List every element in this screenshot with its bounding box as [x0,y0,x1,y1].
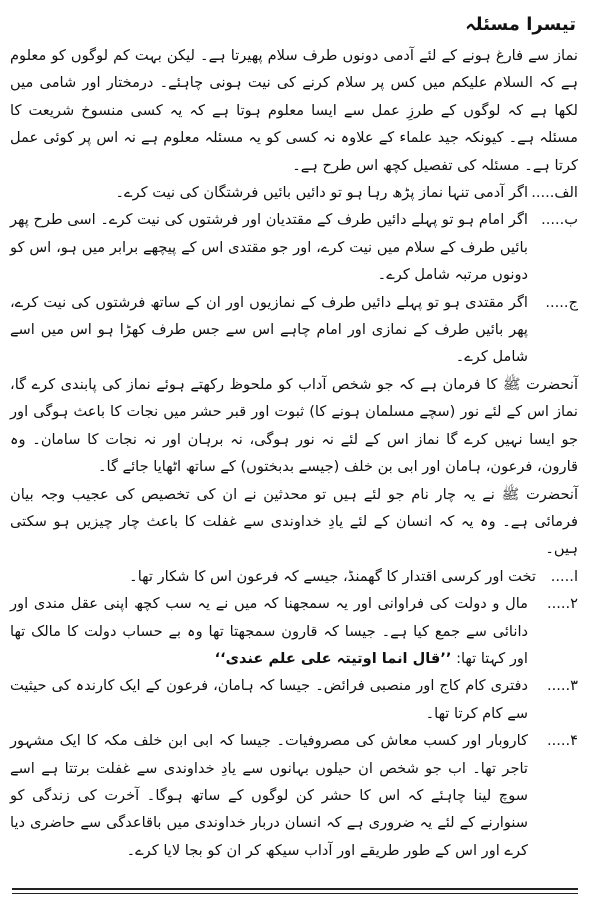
case-marker: الف..... [531,184,578,202]
reason-marker: ا..... [550,567,578,585]
case-text: اگر آدمی تنہا نماز پڑھ رہا ہو تو دائیں بائیں فرشتگان کی نیت کرے۔ [115,184,528,202]
case-text: اگر امام ہو تو پہلے دائیں طرف کے مقتدیان اور فرشتوں کی نیت کرے۔ اسی طرح پھر بائیں طرف کے سلام میں نیت کرے، اور جو مقتدی اس کے پیچھے برابر میں ہو، اس کو دونوں مرتبہ شامل کرے۔ [10,211,528,284]
section-heading: تیسرا مسئلہ [465,14,576,35]
case-item [10,289,578,371]
explanation-paragraph: آنحضرت ﷺ نے یہ چار نام جو لئے ہیں تو محدثین نے ان کی تخصیص کی عجیب وجہ بیان فرمائی ہے۔ وہ یہ کہ انسان کے لئے یادِ خداوندی سے غفلت کا باعث چار چیزیں ہو سکتی ہیں۔ [10,485,578,558]
reason-item [10,563,578,590]
reason-text: دفتری کام کاج اور منصبی فرائض۔ جیسا کہ ہامان، فرعون کے ایک کارندہ کی حیثیت سے کام کرتا تھا۔ [10,677,528,722]
case-item [10,179,578,206]
footer-rule-thick [12,888,578,890]
reason-marker: ۴..... [546,732,578,750]
reason-item [10,727,578,864]
reason-text: کاروبار اور کسب معاش کی مصروفیات۔ جیسا کہ ابی ابن خلف مکہ کا ایک مشہور تاجر تھا۔ اب جو شخص ان حیلوں بہانوں سے یادِ خداوندی سے غفلت برتتا ہے اسے سوچ لینا چاہئے کہ اس کا حشر کن لوگوں کے ساتھ ہوگا۔ آخرت کی زندگی کو سنوارنے کے لئے یہ ضروری ہے کہ انسان دربار خداوندی میں باقاعدگی سے حاضری دیا کرے اور اس کے طور طریقے اور آداب سیکھ کر ان کو بجا لایا کرے۔ [10,732,528,859]
reason-text: تخت اور کرسی اقتدار کا گھمنڈ، جیسے کہ فرعون اس کا شکار تھا۔ [129,567,536,585]
reason-marker: ۳..... [546,677,578,695]
reason-text [10,590,528,672]
hadith-paragraph: آنحضرت ﷺ کا فرمان ہے کہ جو شخص آداب کو ملحوظ رکھتے ہوئے نماز کی پابندی کرے گا، نماز اس کے لئے نور (سچے مسلمان ہونے کا) ثبوت اور قبر حشر میں نجات کا باعث ہوگی اور جو ایسا نہیں کرے گا نماز اس کے لئے نہ نور ہوگی، نہ برہان اور نہ نجات کا سامان۔ وہ قارون، فرعون، ہامان اور ابی بن خلف (جیسے بدبختوں) کے ساتھ اٹھایا جائے گا۔ [10,375,578,476]
case-marker: ج..... [545,293,578,311]
footer-rule-thin [12,893,578,894]
case-item [10,206,578,288]
reason-text-main: مال و دولت کی فراوانی اور یہ سمجھنا کہ میں نے یہ سب کچھ اپنی عقل مندی اور دانائی سے جمع کیا ہے۔ جیسا کہ قارون سمجھتا تھا وہ بے حساب دولت کا مالک تھا اور کہتا تھا: [10,595,528,667]
quran-quote: ’’قال انما اوتیتہ علی علم عندی‘‘ [214,649,452,667]
footer-rule [12,888,578,897]
case-text: اگر مقتدی ہو تو پہلے دائیں طرف کے نمازیوں اور ان کے ساتھ فرشتوں کی نیت کرے، پھر بائیں طرف کے نمازی اور امام چاہے اس سے جس طرف کھڑا ہو اس میں اسے شامل کرے۔ [10,293,528,366]
reason-item [10,590,578,672]
case-marker: ب..... [541,211,578,229]
body-text [10,42,578,864]
intro-paragraph: نماز سے فارغ ہونے کے لئے آدمی دونوں طرف سلام پھیرتا ہے۔ لیکن بہت کم لوگوں کو معلوم ہے کہ السلام علیکم میں کس پر سلام کرنے کی نیت ہونی چاہئے۔ درمختار اور شامی میں لکھا ہے کہ لوگوں کے طرزِ عمل سے ایسا معلوم ہوتا ہے کہ یہ کسی منسوخ شریعت کا مسئلہ ہے۔ کیونکہ جید علماء کے علاوہ نہ کسی کو یہ مسئلہ معلوم ہے نہ اس پر کوئی عمل کرتا ہے۔ مسئلہ کی تفصیل کچھ اس طرح ہے۔ [10,47,578,174]
reason-item [10,672,578,727]
reason-marker: ۲..... [546,595,578,613]
